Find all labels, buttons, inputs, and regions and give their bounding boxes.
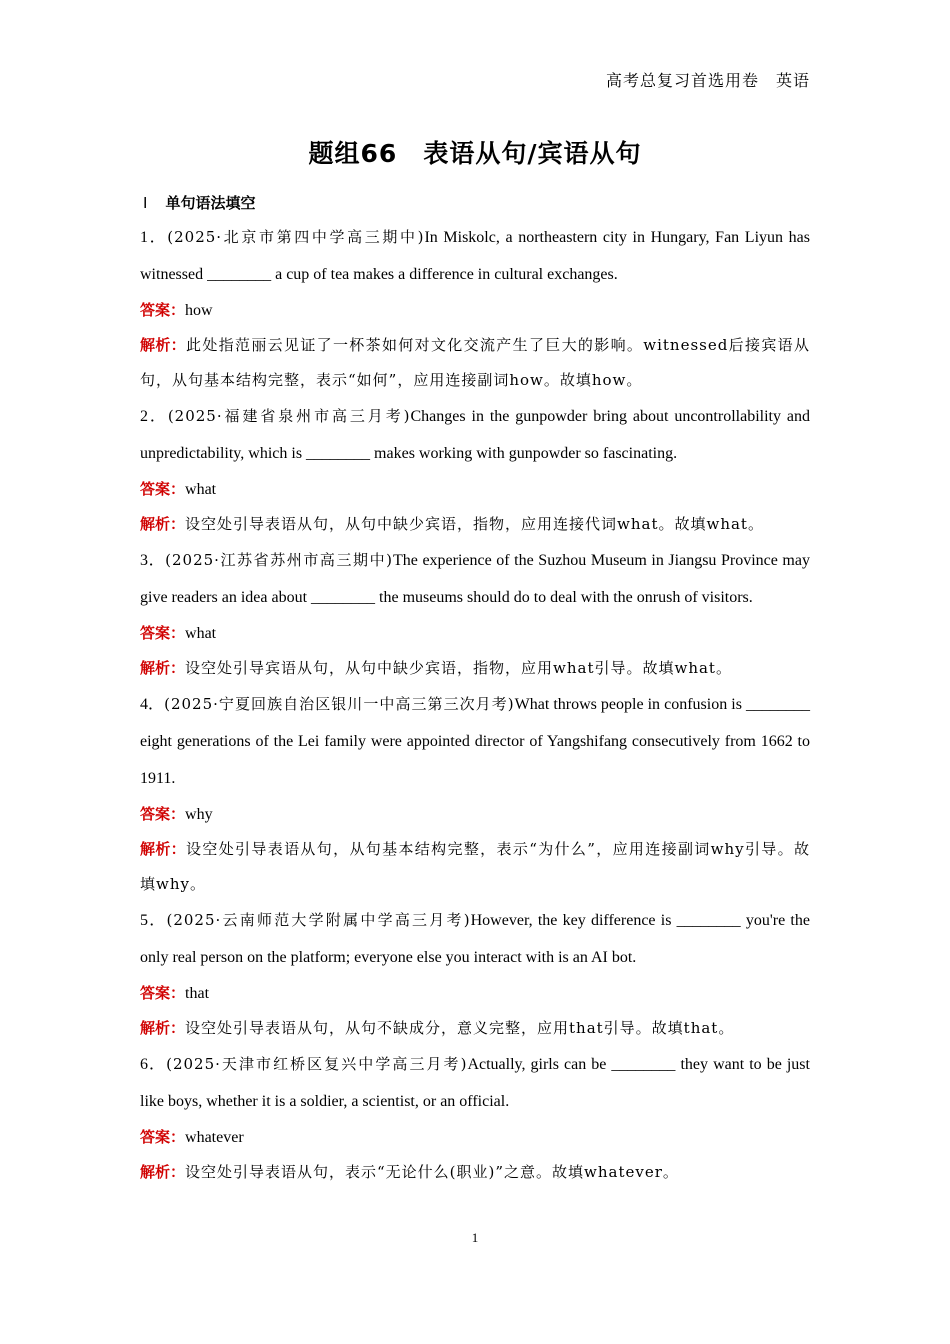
- question-source: (2025·北京市第四中学高三期中): [167, 228, 425, 246]
- section-heading: [143, 192, 255, 213]
- analysis-line: [140, 1011, 810, 1046]
- question-item: [140, 686, 810, 902]
- question-body: Actually, girls can be ________ they want to be just like boys, whether it is a soldier, a scientist, or an official.: [140, 1056, 810, 1110]
- question-body: However, the key difference is ________ you're the only real person on the platform; everyone else you interact with is an AI bot.: [140, 912, 810, 966]
- question-number: 5．: [140, 912, 167, 929]
- answer-value: that: [185, 985, 210, 1002]
- analysis-label: 解析：: [140, 1163, 186, 1181]
- question-item: [140, 219, 810, 398]
- question-body: The experience of the Suzhou Museum in Jiangsu Province may give readers an idea about ________ the museums should do to deal with the onrush of visitors.: [140, 552, 810, 606]
- answer-line: [140, 797, 810, 832]
- analysis-line: [140, 507, 810, 542]
- question-list: [140, 219, 810, 1190]
- answer-value: what: [185, 481, 217, 498]
- question-text: [140, 542, 810, 616]
- question-source: (2025·宁夏回族自治区银川一中高三第三次月考): [164, 695, 515, 713]
- page-header: 高考总复习首选用卷 英语: [605, 73, 810, 90]
- analysis-line: [140, 832, 810, 902]
- analysis-text: 设空处引导表语从句，从句不缺成分，意义完整，应用that引导。故填that。: [185, 1019, 735, 1037]
- question-source: (2025·江苏省苏州市高三期中): [165, 551, 393, 569]
- question-item: [140, 902, 810, 1046]
- answer-value: why: [185, 806, 213, 823]
- answer-value: whatever: [185, 1129, 244, 1146]
- analysis-line: [140, 1155, 810, 1190]
- answer-value: how: [185, 302, 213, 319]
- page-number: 1: [471, 1230, 479, 1245]
- question-body: Changes in the gunpowder bring about uncontrollability and unpredictability, which is ________ makes working with gunpowder so fascinating.: [140, 408, 810, 462]
- answer-label: 答案：: [140, 984, 186, 1002]
- section-number: Ⅰ: [143, 196, 148, 212]
- page-title: 题组66 表语从句/宾语从句: [308, 139, 642, 168]
- analysis-line: [140, 328, 810, 398]
- answer-label: 答案：: [140, 805, 186, 823]
- question-number: 1．: [140, 229, 168, 246]
- analysis-text: 设空处引导表语从句，从句中缺少宾语，指物，应用连接代词what。故填what。: [185, 515, 764, 533]
- answer-line: [140, 1120, 810, 1155]
- analysis-text: 此处指范丽云见证了一杯茶如何对文化交流产生了巨大的影响。witnessed后接宾语从句，从句基本结构完整，表示“如何”，应用连接副词how。故填how。: [140, 336, 810, 389]
- answer-value: what: [185, 625, 217, 642]
- answer-label: 答案：: [140, 480, 186, 498]
- analysis-line: [140, 651, 810, 686]
- question-text: [140, 398, 810, 472]
- analysis-label: 解析：: [140, 840, 187, 858]
- question-number: 3．: [140, 552, 166, 569]
- question-item: [140, 1046, 810, 1190]
- answer-label: 答案：: [140, 1128, 186, 1146]
- answer-line: [140, 293, 810, 328]
- analysis-label: 解析：: [140, 1019, 186, 1037]
- question-item: [140, 542, 810, 686]
- analysis-label: 解析：: [140, 336, 186, 354]
- question-body: What throws people in confusion is ________ eight generations of the Lei family were appointed director of Yangshifang consecutively from 1662 to 1911.: [140, 696, 810, 787]
- question-number: 2．: [140, 408, 168, 425]
- analysis-text: 设空处引导宾语从句，从句中缺少宾语，指物，应用what引导。故填what。: [185, 659, 732, 677]
- question-text: [140, 902, 810, 976]
- question-text: [140, 1046, 810, 1120]
- question-source: (2025·福建省泉州市高三月考): [167, 407, 411, 425]
- answer-line: [140, 976, 810, 1011]
- analysis-text: 设空处引导表语从句，表示“无论什么(职业)”之意。故填whatever。: [185, 1163, 679, 1181]
- analysis-label: 解析：: [140, 659, 186, 677]
- question-number: 6．: [140, 1056, 167, 1073]
- question-source: (2025·云南师范大学附属中学高三月考): [166, 911, 471, 929]
- question-item: [140, 398, 810, 542]
- question-number: 4．: [140, 696, 165, 713]
- answer-line: [140, 616, 810, 651]
- answer-label: 答案：: [140, 624, 186, 642]
- section-label: 单句语法填空: [165, 194, 256, 212]
- analysis-text: 设空处引导表语从句，从句基本结构完整，表示“为什么”，应用连接副词why引导。故填why。: [140, 840, 810, 893]
- answer-line: [140, 472, 810, 507]
- question-text: [140, 686, 810, 797]
- question-source: (2025·天津市红桥区复兴中学高三月考): [166, 1055, 468, 1073]
- answer-label: 答案：: [140, 301, 186, 319]
- question-text: [140, 219, 810, 293]
- analysis-label: 解析：: [140, 515, 186, 533]
- question-body: In Miskolc, a northeastern city in Hungary, Fan Liyun has witnessed ________ a cup of tea makes a difference in cultural exchanges.: [140, 229, 810, 283]
